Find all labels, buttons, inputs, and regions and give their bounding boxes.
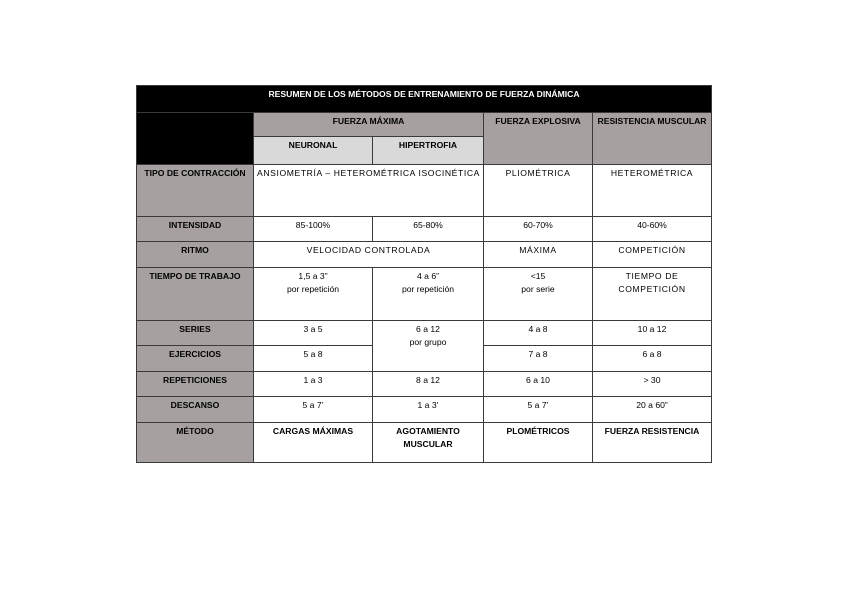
cell-descanso-hipertrofia: 1 a 3’ — [373, 397, 484, 423]
cell-ritmo-explosiva: MÁXIMA — [484, 242, 593, 268]
cell-repeticiones-explosiva: 6 a 10 — [484, 372, 593, 397]
cell-tipo-explosiva: PLIOMÉTRICA — [484, 165, 593, 217]
cell-ejercicios-neuronal: 5 a 8 — [254, 346, 373, 372]
cell-tiempo-resistencia: TIEMPO DE COMPETICIÓN — [593, 268, 712, 321]
cell-intensidad-hipertrofia: 65-80% — [373, 217, 484, 242]
cell-intensidad-resistencia: 40-60% — [593, 217, 712, 242]
cell-descanso-neuronal: 5 a 7’ — [254, 397, 373, 423]
cell-tiempo-hipertrofia-unit: por repetición — [401, 284, 455, 294]
cell-metodo-neuronal: CARGAS MÁXIMAS — [254, 423, 373, 463]
table-row — [137, 423, 712, 463]
row-label-tiempo: TIEMPO DE TRABAJO — [137, 268, 254, 321]
cell-repeticiones-resistencia: > 30 — [593, 372, 712, 397]
row-label-series: SERIES — [137, 321, 254, 346]
cell-series-hipertrofia-unit: por grupo — [409, 337, 447, 347]
cell-tipo-fuerza-maxima: ANSIOMETRÍA – HETEROMÉTRICA ISOCINÉTICA — [254, 165, 484, 217]
cell-tipo-resistencia: HETEROMÉTRICA — [593, 165, 712, 217]
cell-intensidad-neuronal: 85-100% — [254, 217, 373, 242]
row-label-ejercicios: EJERCICIOS — [137, 346, 254, 372]
cell-descanso-resistencia: 20 a 60” — [593, 397, 712, 423]
summary-table — [136, 85, 712, 463]
header-fuerza-maxima: FUERZA MÁXIMA — [254, 113, 484, 137]
row-label-tipo: TIPO DE CONTRACCIÓN — [137, 165, 254, 217]
row-label-descanso: DESCANSO — [137, 397, 254, 423]
row-label-metodo: MÉTODO — [137, 423, 254, 463]
cell-ritmo-fuerza-maxima: VELOCIDAD CONTROLADA — [254, 242, 484, 268]
cell-tiempo-explosiva — [484, 268, 593, 321]
cell-series-explosiva: 4 a 8 — [484, 321, 593, 346]
cell-ejercicios-explosiva: 7 a 8 — [484, 346, 593, 372]
cell-series-resistencia: 10 a 12 — [593, 321, 712, 346]
header-resistencia-muscular: RESISTENCIA MUSCULAR — [593, 113, 712, 165]
cell-tiempo-explosiva-unit: por serie — [521, 284, 555, 294]
cell-descanso-explosiva: 5 a 7’ — [484, 397, 593, 423]
header-hipertrofia: HIPERTROFIA — [373, 137, 484, 165]
table-title: RESUMEN DE LOS MÉTODOS DE ENTRENAMIENTO DE FUERZA DINÁMICA — [137, 86, 712, 113]
cell-metodo-resistencia: FUERZA RESISTENCIA — [593, 423, 712, 463]
table-row — [137, 321, 712, 346]
cell-ritmo-resistencia: COMPETICIÓN — [593, 242, 712, 268]
cell-tiempo-hipertrofia — [373, 268, 484, 321]
row-label-intensidad: INTENSIDAD — [137, 217, 254, 242]
table-row — [137, 268, 712, 321]
row-label-ritmo: RITMO — [137, 242, 254, 268]
cell-tiempo-neuronal — [254, 268, 373, 321]
cell-series-hipertrofia-value: 6 a 12 — [416, 324, 440, 334]
cell-repeticiones-hipertrofia: 8 a 12 — [373, 372, 484, 397]
cell-tiempo-explosiva-value: <15 — [530, 271, 546, 281]
cell-tiempo-hipertrofia-value: 4 a 6” — [417, 271, 439, 281]
table-row — [137, 165, 712, 217]
cell-metodo-hipertrofia: AGOTAMIENTO MUSCULAR — [373, 423, 484, 463]
cell-metodo-explosiva: PLOMÉTRICOS — [484, 423, 593, 463]
corner-cell — [137, 113, 254, 165]
header-fuerza-explosiva: FUERZA EXPLOSIVA — [484, 113, 593, 165]
cell-tiempo-neuronal-unit: por repetición — [286, 284, 340, 294]
cell-repeticiones-neuronal: 1 a 3 — [254, 372, 373, 397]
cell-series-ejercicios-hipertrofia — [373, 321, 484, 372]
row-label-repeticiones: REPETICIONES — [137, 372, 254, 397]
table-row — [137, 242, 712, 268]
cell-series-neuronal: 3 a 5 — [254, 321, 373, 346]
cell-ejercicios-resistencia: 6 a 8 — [593, 346, 712, 372]
table-row — [137, 397, 712, 423]
cell-tiempo-neuronal-value: 1,5 a 3” — [298, 271, 328, 281]
cell-intensidad-explosiva: 60-70% — [484, 217, 593, 242]
table-row — [137, 372, 712, 397]
header-neuronal: NEURONAL — [254, 137, 373, 165]
table-row — [137, 217, 712, 242]
